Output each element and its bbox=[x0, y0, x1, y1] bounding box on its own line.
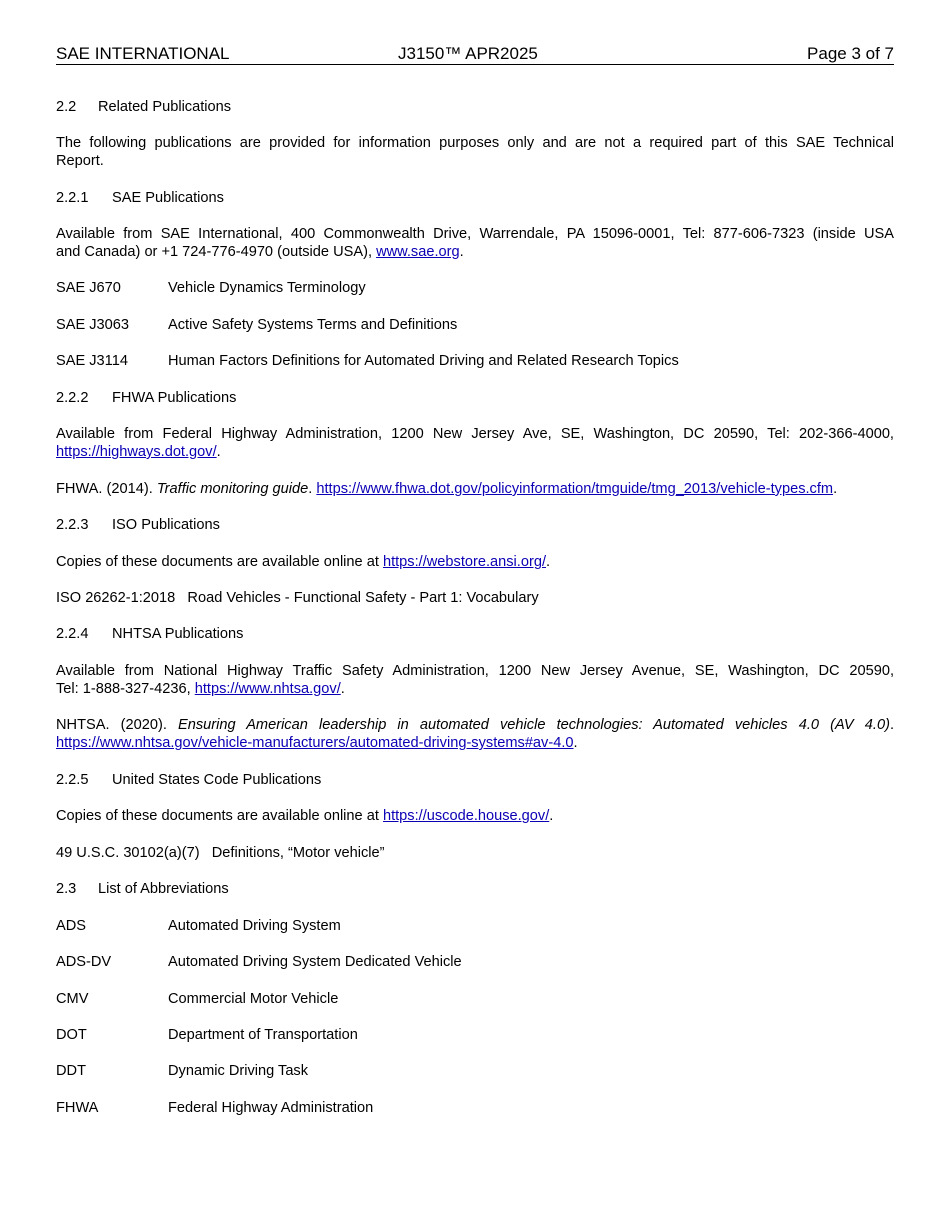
header-page-number: Page 3 of 7 bbox=[807, 44, 894, 63]
header-org: SAE INTERNATIONAL bbox=[56, 44, 230, 63]
nhtsa-availability-line1: Available from National Highway Traffic Safety Administration, 1200 New Jersey Avenue, SE, Washington, DC 20590, bbox=[56, 663, 894, 679]
section-2-2-4-heading: 2.2.4 NHTSA Publications bbox=[56, 626, 244, 642]
reference-item: SAE J670 Vehicle Dynamics Terminology bbox=[56, 280, 366, 296]
section-2-2-intro-line1: The following publications are provided for information purposes only and are not a required part of this SAE Technical bbox=[56, 135, 894, 151]
section-2-2-heading: 2.2 Related Publications bbox=[56, 99, 232, 115]
abbreviation-item: ADS Automated Driving System bbox=[56, 918, 341, 934]
section-2-2-2-heading: 2.2.2 FHWA Publications bbox=[56, 390, 237, 406]
abbreviation-item: DDT Dynamic Driving Task bbox=[56, 1063, 309, 1079]
sae-availability-line1: Available from SAE International, 400 Commonwealth Drive, Warrendale, PA 15096-0001, Tel: 877-606-7323 (inside USA bbox=[56, 226, 894, 242]
abbreviation-item: DOT Department of Transportation bbox=[56, 1027, 358, 1043]
ansi-webstore-link[interactable]: https://webstore.ansi.org/ bbox=[382, 554, 546, 570]
abbreviation-item: CMV Commercial Motor Vehicle bbox=[56, 991, 339, 1007]
page-header bbox=[56, 44, 894, 65]
fhwa-reference: FHWA. (2014). Traffic monitoring guide. https://www.fhwa.dot.gov/policyinformation/tmguide/tmg_2013/vehicle-types.cfm. bbox=[56, 481, 838, 497]
iso-availability: Copies of these documents are available online at https://webstore.ansi.org/. bbox=[56, 554, 551, 570]
reference-item: SAE J3063 Active Safety Systems Terms and Definitions bbox=[56, 317, 458, 333]
fhwa-website-link[interactable]: https://highways.dot.gov/ bbox=[56, 444, 217, 460]
fhwa-availability-line2: https://highways.dot.gov/. bbox=[56, 444, 221, 460]
uscode-link[interactable]: https://uscode.house.gov/ bbox=[382, 808, 550, 824]
abbreviation-item: FHWA Federal Highway Administration bbox=[56, 1100, 374, 1116]
sae-availability-line2: and Canada) or +1 724-776-4970 (outside USA), www.sae.org. bbox=[56, 244, 464, 260]
reference-item: SAE J3114 Human Factors Definitions for Automated Driving and Related Research Topics bbox=[56, 353, 679, 369]
section-2-2-intro-line2: Report. bbox=[56, 153, 104, 169]
nhtsa-reference-line1: NHTSA. (2020). Ensuring American leadership in automated vehicle technologies: Automated vehicles 4.0 (AV 4.0). bbox=[56, 717, 894, 733]
sae-website-link[interactable]: www.sae.org bbox=[376, 244, 460, 260]
nhtsa-website-link[interactable]: https://www.nhtsa.gov/ bbox=[194, 681, 341, 697]
nhtsa-reference-line2: https://www.nhtsa.gov/vehicle-manufacturers/automated-driving-systems#av-4.0. bbox=[56, 735, 578, 751]
uscode-reference: 49 U.S.C. 30102(a)(7) Definitions, “Motor vehicle” bbox=[56, 845, 385, 861]
section-2-3-heading: 2.3 List of Abbreviations bbox=[56, 881, 229, 897]
section-2-2-3-heading: 2.2.3 ISO Publications bbox=[56, 517, 220, 533]
section-2-2-1-heading: 2.2.1 SAE Publications bbox=[56, 190, 224, 206]
fhwa-availability-line1: Available from Federal Highway Administration, 1200 New Jersey Ave, SE, Washington, DC 20590, Tel: 202-366-4000, bbox=[56, 426, 894, 442]
fhwa-reference-link[interactable]: https://www.fhwa.dot.gov/policyinformation/tmguide/tmg_2013/vehicle-types.cfm bbox=[316, 481, 834, 497]
abbreviation-item: ADS-DV Automated Driving System Dedicated Vehicle bbox=[56, 954, 462, 970]
header-doc-id: J3150™ APR2025 bbox=[398, 44, 538, 63]
nhtsa-availability-line2: Tel: 1-888-327-4236, https://www.nhtsa.gov/. bbox=[56, 681, 345, 697]
iso-reference: ISO 26262-1:2018 Road Vehicles - Functional Safety - Part 1: Vocabulary bbox=[56, 590, 539, 606]
nhtsa-reference-link[interactable]: https://www.nhtsa.gov/vehicle-manufacturers/automated-driving-systems#av-4.0 bbox=[56, 735, 574, 751]
section-2-2-5-heading: 2.2.5 United States Code Publications bbox=[56, 772, 322, 788]
uscode-availability: Copies of these documents are available online at https://uscode.house.gov/. bbox=[56, 808, 554, 824]
